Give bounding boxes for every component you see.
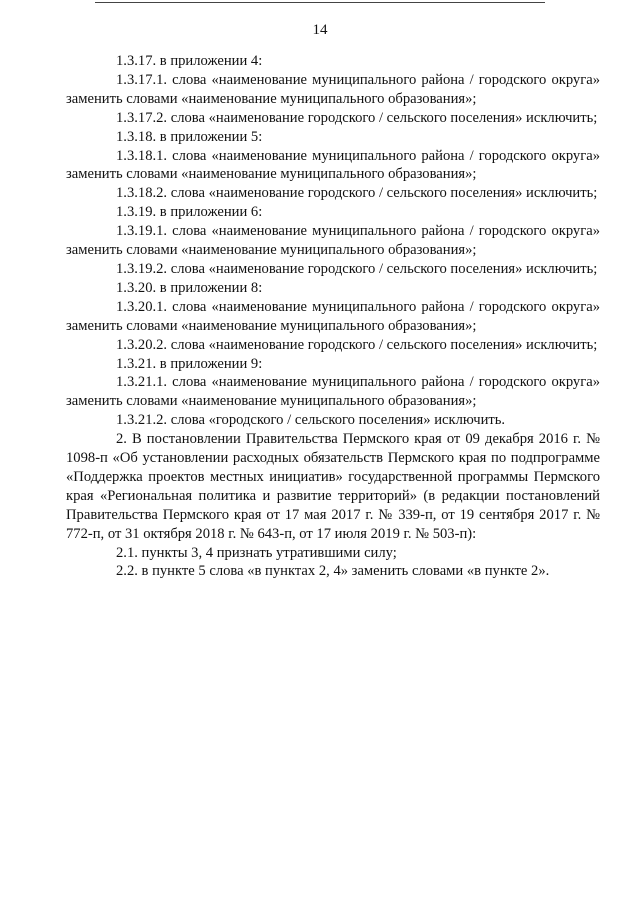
document-body (66, 52, 600, 581)
paragraph-1-3-18-2: 1.3.18.2. слова «наименование городского / сельского поселения» исключить; (116, 185, 598, 202)
paragraph-1-3-17: 1.3.17. в приложении 4: (116, 53, 263, 69)
paragraph-2: 2. В постановлении Правительства Пермского края от 09 декабря 2016 г. № 1098-п «Об установлении расходных обязательств Пермского края по подпрограмме «Поддержка проектов местных инициатив» государственной программы Пермского края «Региональная политика и развитие территорий» (в редакции постановлений Правительства Пермского края от 17 мая 2017 г. № 339-п, от 19 сентября 2017 г. № 772-п, от 31 октября 2018 г. № 643-п, от 17 июля 2019 г. № 503-п): (66, 431, 600, 542)
paragraph-1-3-21: 1.3.21. в приложении 9: (116, 355, 263, 372)
paragraph-1-3-17-2: 1.3.17.2. слова «наименование городского / сельского поселения» исключить; (116, 109, 598, 126)
page-number: 14 (312, 22, 328, 38)
paragraph-1-3-20: 1.3.20. в приложении 8: (116, 279, 263, 296)
paragraph-1-3-21-1: 1.3.21.1. слова «наименование муниципального района / городского округа» заменить словами «наименование муниципального образования»; (66, 374, 600, 410)
paragraph-1-3-20-1: 1.3.20.1. слова «наименование муниципального района / городского округа» заменить словами «наименование муниципального образования»; (66, 298, 600, 334)
paragraph-1-3-19-2: 1.3.19.2. слова «наименование городского / сельского поселения» исключить; (116, 260, 598, 277)
paragraph-1-3-21-2: 1.3.21.2. слова «городского / сельского поселения» исключить. (116, 412, 506, 429)
paragraph-1-3-18-1: 1.3.18.1. слова «наименование муниципального района / городского округа» заменить словами «наименование муниципального образования»; (66, 147, 600, 183)
paragraph-1-3-18: 1.3.18. в приложении 5: (116, 128, 263, 145)
paragraph-1-3-20-2: 1.3.20.2. слова «наименование городского / сельского поселения» исключить; (116, 336, 598, 353)
paragraph-1-3-19: 1.3.19. в приложении 6: (116, 204, 263, 221)
paragraph-2-2: 2.2. в пункте 5 слова «в пунктах 2, 4» заменить словами «в пункте 2». (116, 563, 550, 580)
paragraph-2-1: 2.1. пункты 3, 4 признать утратившими силу; (116, 544, 397, 561)
paragraph-1-3-19-1: 1.3.19.1. слова «наименование муниципального района / городского округа» заменить словами «наименование муниципального образования»; (66, 223, 600, 259)
paragraph-1-3-17-1: 1.3.17.1. слова «наименование муниципального района / городского округа» заменить словами «наименование муниципального образования»; (66, 71, 600, 107)
top-border-line (95, 2, 545, 3)
